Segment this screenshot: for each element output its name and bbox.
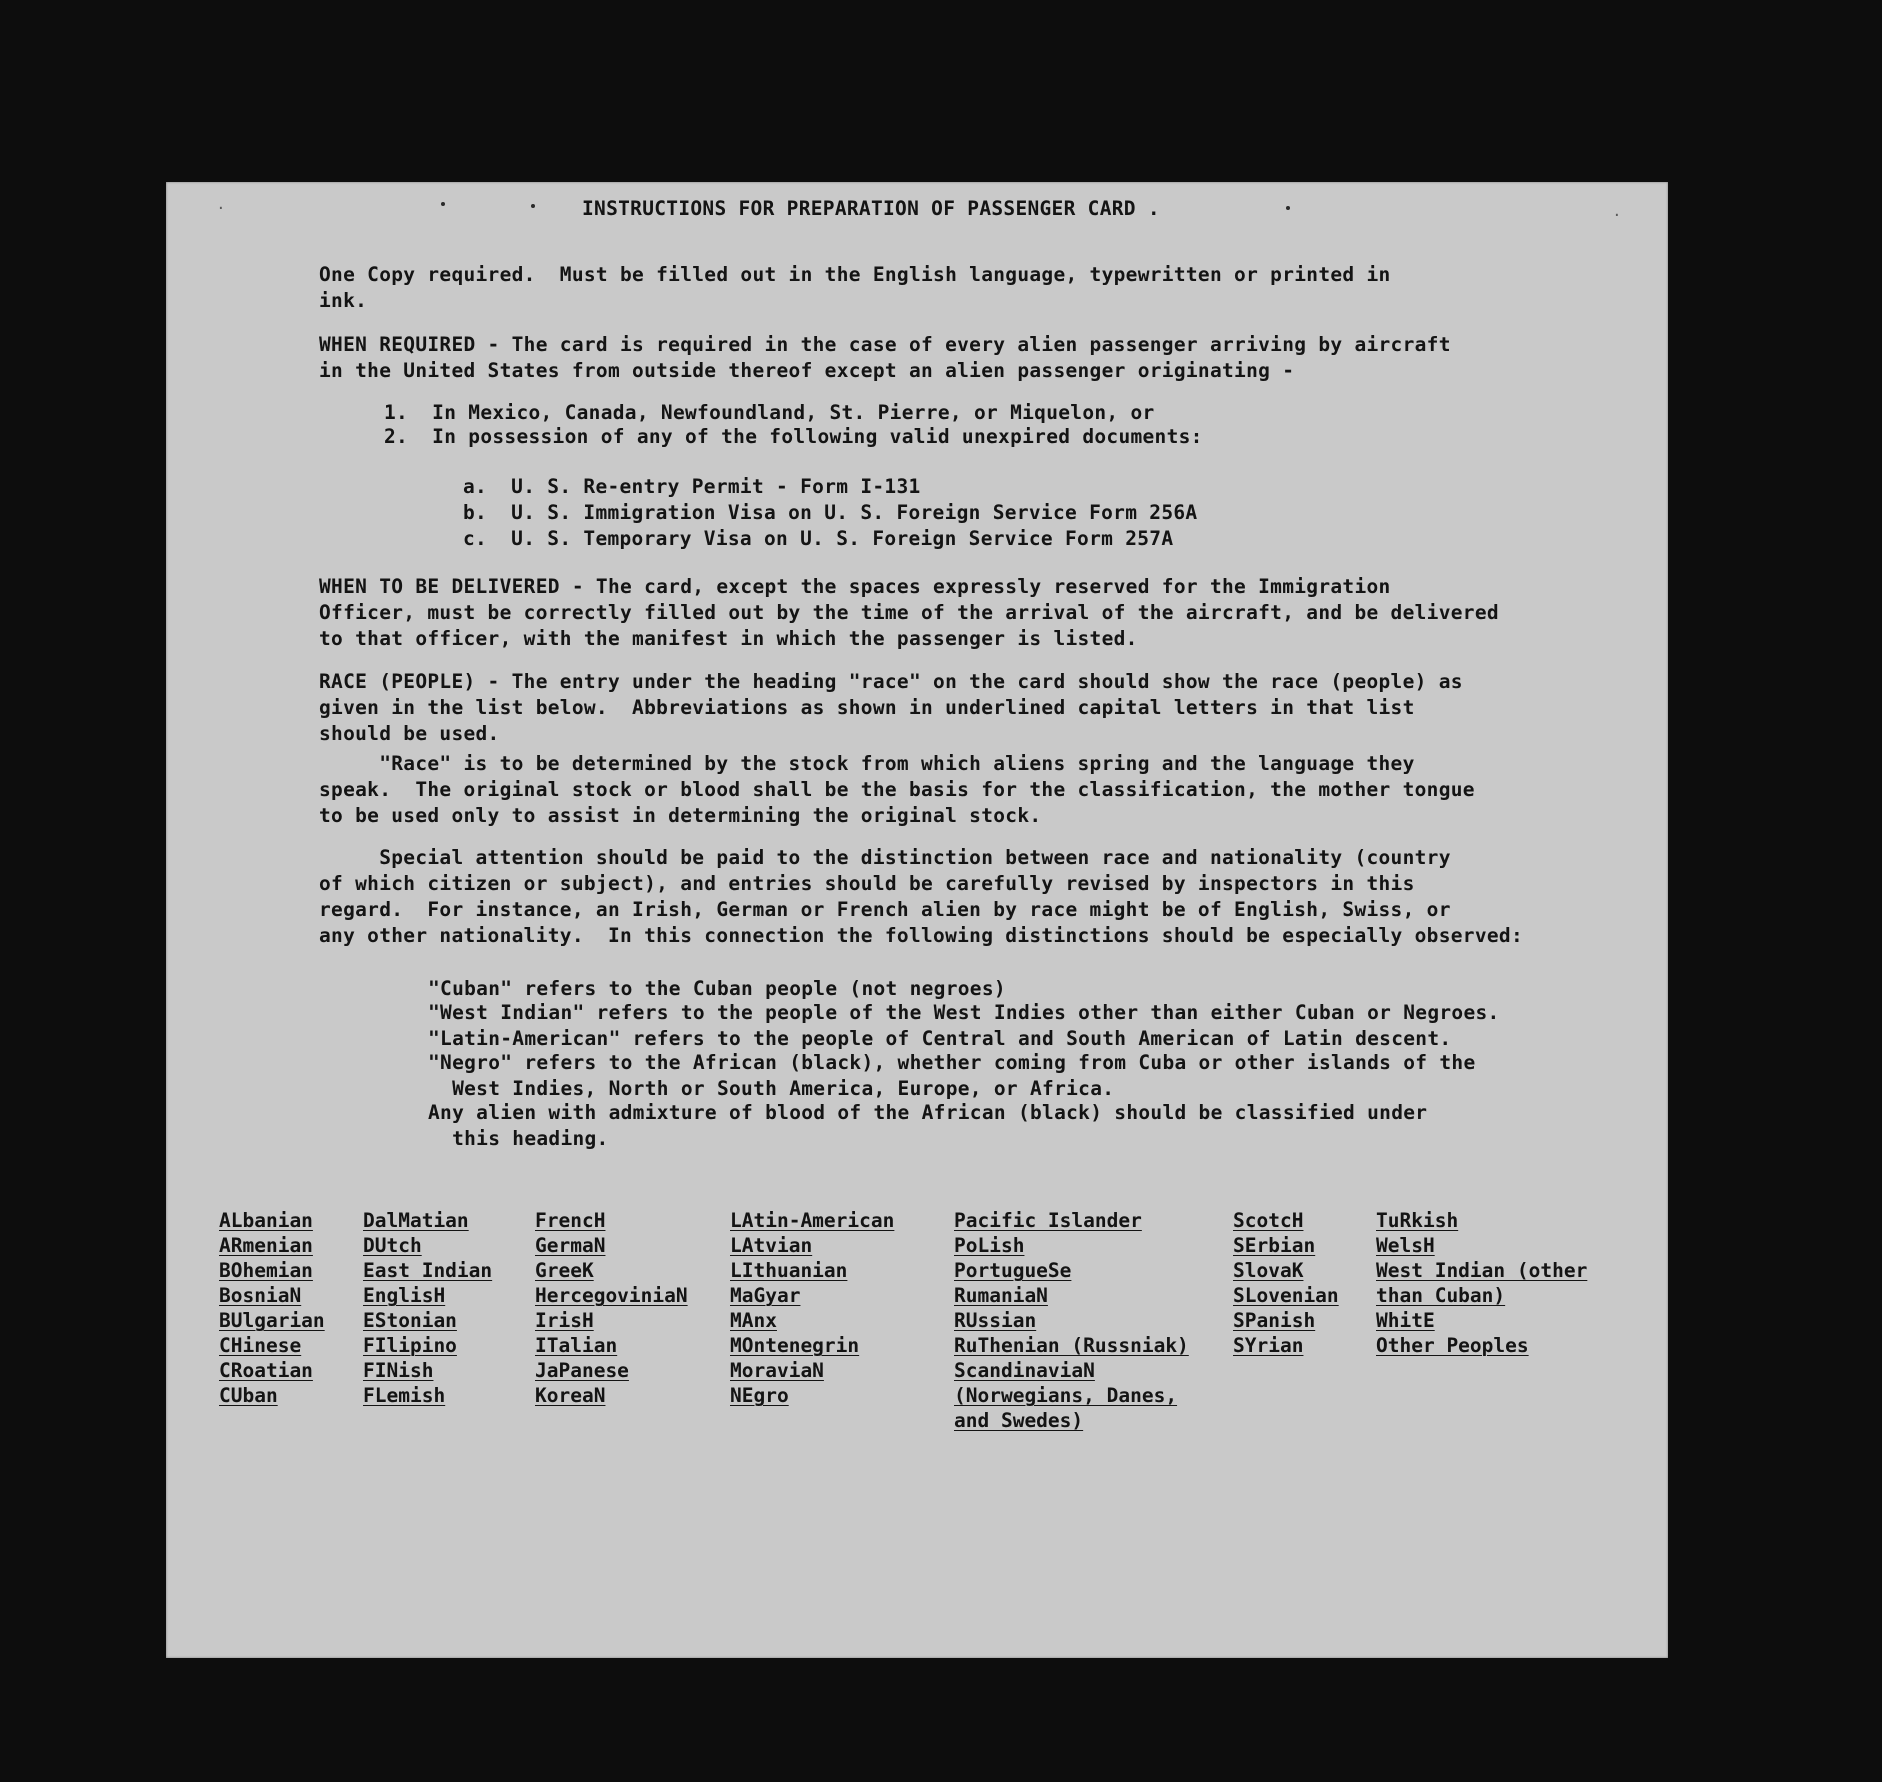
race-item: MOntenegrin: [730, 1334, 860, 1357]
race-item: IrisH: [535, 1309, 594, 1332]
race-item: SErbian: [1233, 1234, 1316, 1257]
race-item: BOhemian: [219, 1259, 313, 1282]
document-item-a: a. U. S. Re-entry Permit - Form I-131: [463, 475, 921, 498]
race-item: FrencH: [535, 1209, 606, 1232]
race-item: SYrian: [1233, 1334, 1304, 1357]
race-item: WelsH: [1376, 1234, 1435, 1257]
race-item: GreeK: [535, 1259, 594, 1282]
race-item: ScotcH: [1233, 1209, 1304, 1232]
exception-item-2: 2. In possession of any of the following valid unexpired documents:: [384, 425, 1203, 448]
race-column-3: [535, 1208, 688, 1408]
distinction-west-indian: "West Indian" refers to the people of the West Indies other than either Cuban or Negroes.: [428, 1001, 1500, 1024]
race-item: ARmenian: [219, 1234, 313, 1257]
race-item: SlovaK: [1233, 1259, 1304, 1282]
race-item: FINish: [363, 1359, 434, 1382]
when-delivered-paragraph: WHEN TO BE DELIVERED - The card, except the spaces expressly reserved for the Immigration Officer, must be correctly filled out by the time of the arrival of the aircraft, and be delivered to that officer, with the manifest in which the passenger is listed.: [319, 575, 1499, 650]
distinction-latin-american: "Latin-American" refers to the people of Central and South American of Latin descent.: [428, 1027, 1452, 1050]
race-item: RuThenian (Russniak): [954, 1334, 1189, 1357]
race-item: LIthuanian: [730, 1259, 848, 1282]
race-item: ALbanian: [219, 1209, 313, 1232]
race-item: WhitE: [1376, 1309, 1435, 1332]
race-item: East Indian: [363, 1259, 493, 1282]
race-item: PoLish: [954, 1234, 1025, 1257]
race-item: MaGyar: [730, 1284, 801, 1307]
distinction-cuban: "Cuban" refers to the Cuban people (not negroes): [428, 977, 1006, 1000]
document-title: INSTRUCTIONS FOR PREPARATION OF PASSENGER CARD .: [582, 197, 1160, 220]
race-item: DalMatian: [363, 1209, 469, 1232]
race-item: RUssian: [954, 1309, 1037, 1332]
race-item: EStonian: [363, 1309, 457, 1332]
race-item: EnglisH: [363, 1284, 446, 1307]
document-item-c: c. U. S. Temporary Visa on U. S. Foreign Service Form 257A: [463, 527, 1174, 550]
exception-item-1: 1. In Mexico, Canada, Newfoundland, St. Pierre, or Miquelon, or: [384, 401, 1155, 424]
race-item: JaPanese: [535, 1359, 629, 1382]
race-column-4: [730, 1208, 894, 1408]
race-item: BosniaN: [219, 1284, 302, 1307]
document-item-b: b. U. S. Immigration Visa on U. S. Foreign Service Form 256A: [463, 501, 1198, 524]
race-item: CUban: [219, 1384, 278, 1407]
race-item: GermaN: [535, 1234, 606, 1257]
race-item: NEgro: [730, 1384, 789, 1407]
race-item: West Indian (other than Cuban): [1376, 1259, 1588, 1307]
race-item: CHinese: [219, 1334, 302, 1357]
race-item: KoreaN: [535, 1384, 606, 1407]
dust-speck: [1286, 206, 1290, 210]
race-column-2: [363, 1208, 492, 1408]
race-item: PortugueSe: [954, 1259, 1072, 1282]
special-attention-paragraph: Special attention should be paid to the distinction between race and nationality (country of which citizen or subject), and entries should be carefully revised by inspectors in this regard. For instance, an Irish, German or French alien by race might be of English, Swiss, or any other nationality. In this connection the following distinctions should be especially observed:: [319, 846, 1523, 947]
when-required-paragraph: WHEN REQUIRED - The card is required in the case of every alien passenger arriving by aircraft in the United States from outside thereof except an alien passenger originating -: [319, 333, 1451, 382]
race-item: DUtch: [363, 1234, 422, 1257]
distinction-negro: "Negro" refers to the African (black), whether coming from Cuba or other islands of the West Indies, North or South America, Europe, or Africa.: [428, 1051, 1476, 1100]
race-item: FIlipino: [363, 1334, 457, 1357]
race-item: HercegoviniaN: [535, 1284, 688, 1307]
race-item: MAnx: [730, 1309, 777, 1332]
race-item: Pacific Islander: [954, 1209, 1142, 1232]
race-item: LAtin-American: [730, 1209, 895, 1232]
race-item: RumaniaN: [954, 1284, 1048, 1307]
race-item: SPanish: [1233, 1309, 1316, 1332]
film-speck-mark: ·: [218, 198, 224, 219]
film-speck-mark: ·: [1614, 205, 1620, 226]
race-item: FLemish: [363, 1384, 446, 1407]
dust-speck: [531, 204, 535, 208]
race-item: Other Peoples: [1376, 1334, 1529, 1357]
race-column-5: [954, 1208, 1224, 1433]
race-column-1: [219, 1208, 325, 1408]
distinction-admixture: Any alien with admixture of blood of the African (black) should be classified under this heading.: [428, 1101, 1428, 1150]
race-item: ITalian: [535, 1334, 618, 1357]
dust-speck: [441, 202, 445, 206]
race-item: SLovenian: [1233, 1284, 1339, 1307]
race-item: ScandinaviaN (Norwegians, Danes, and Swedes): [954, 1359, 1178, 1432]
copy-paragraph: One Copy required. Must be filled out in the English language, typewritten or printed in ink.: [319, 263, 1391, 312]
race-column-6: [1233, 1208, 1339, 1358]
race-item: LAtvian: [730, 1234, 813, 1257]
race-item: TuRkish: [1376, 1209, 1459, 1232]
race-item: MoraviaN: [730, 1359, 824, 1382]
race-item: CRoatian: [219, 1359, 313, 1382]
race-paragraph: RACE (PEOPLE) - The entry under the heading "race" on the card should show the race (people) as given in the list below. Abbreviations as shown in underlined capital letters in that list should be used.: [319, 670, 1463, 745]
race-column-7: [1376, 1208, 1626, 1358]
race-item: BUlgarian: [219, 1309, 325, 1332]
race-definition-paragraph: "Race" is to be determined by the stock from which aliens spring and the language they speak. The original stock or blood shall be the basis for the classification, the mother tongue to be used only to assist in determining the original stock.: [319, 752, 1475, 827]
